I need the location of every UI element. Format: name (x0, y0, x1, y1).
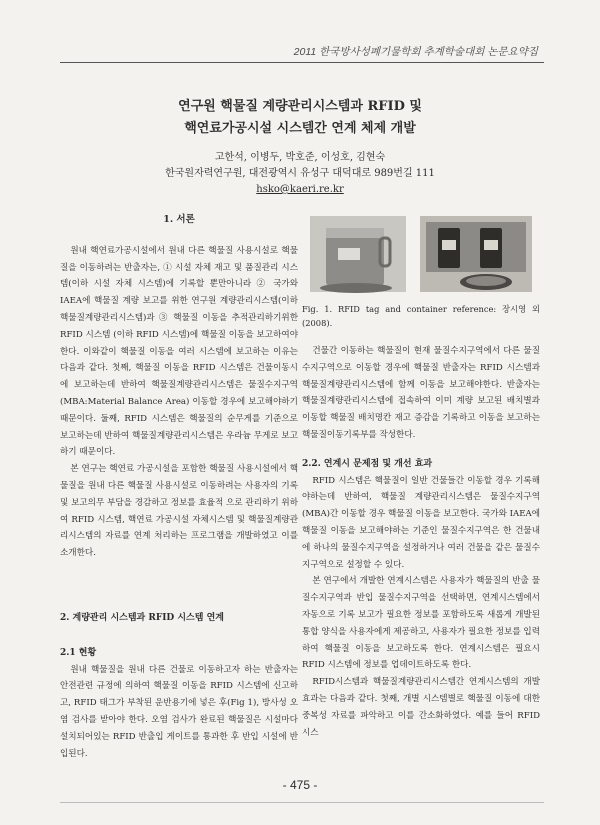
section-1-paragraph-2: 본 연구는 핵연료 가공시설을 포함한 핵물질 사용시설에서 핵물질을 원내 다른 핵물질 사용시설로 이동하려는 사용자의 기록 및 보고의무 부담을 경감하고 정보를 효율적 으로 관리하기 위하여 RFID 시스템, 핵연료 가공시설 자체시스템 및 핵물질계량관리시스템의 자료를 연계 처리하는 프로그램을 개발하였고 이를 소개한다. (60, 464, 298, 559)
page-number: - 475 - (282, 778, 318, 792)
paper-title-line-2: 핵연료가공시설 시스템간 연계 체제 개발 (184, 121, 416, 136)
journal-header: 2011 한국방사성폐기물학회 추계학술대회 논문요약집 (293, 46, 538, 58)
section-2-2-title: 2.2. 연계시 문제점 및 개선 효과 (302, 458, 433, 469)
figure-1 (302, 214, 542, 298)
section-1-paragraph-1: 원내 핵연료가공시설에서 원내 다른 핵물질 사용시설로 핵물질을 이동하려는 반출자는, ① 시설 자체 재고 및 품질관리 시스템(이하 시설 자체 시스템)에 기록할 뿐만아니라 ② 국가와 IAEA에 핵물질 계량 보고를 위한 연구원 계량관리시스템(이하 핵물질계량관리시스템)과 ③ 핵물질 이동을 추적관리하기위한 RFID 시스템 (이하 RFID 시스템)에 핵물질 이동을 보고하여야한다. 이와같이 핵물질 이동을 여러 시스템에 보고하는 이유는 다음과 같다. 첫째, 핵물질 이동을 RFID 시스템은 건물이동시에 보고하는데 반하여 핵물질계량관리시스템은 물질수지구역 (MBA:Material Balance Area) 이동할 경우에 보고해야하기 때문이다. 둘째, RFID 시스템은 핵물질의 순무게를 기준으로 보고하는데 반하여 핵물질계량관리시스템은 우라늄 무게로 보고하기 때문이다. (60, 245, 298, 458)
section-2-2-paragraph-2: 본 연구에서 개발한 연계시스템은 사용자가 핵물질의 반출 물질수지구역과 반입 물질수지구역을 선택하면, 연계시스템에서 자동으로 기록 보고가 필요한 정보를 포함하도록 새롭게 개발된 통합 양식을 사용자에게 제공하고, 사용자가 필요한 정보를 입력하여 핵물질 이동을 보고하도록 한다. 연계시스템은 필요시 RFID 시스템에 정보를 업데이트하도록 한다. (302, 576, 540, 671)
author-names: 고한석, 이병두, 박호준, 이성호, 김현숙 (214, 152, 386, 163)
rfid-container-photo (302, 214, 542, 298)
left-column (60, 212, 298, 562)
author-block (0, 150, 600, 198)
paper-title-line-1: 연구원 핵물질 계량관리시스템과 RFID 및 (178, 99, 422, 114)
figure-1-caption: Fig. 1. RFID tag and container reference: 장시영 외 (2008). (302, 304, 540, 328)
section-2-2-paragraph-3: RFID시스템과 핵물질계량관리시스템간 연계시스템의 개발 효과는 다음과 같다. 첫째, 개별 시스템별로 핵물질 이동에 대한 중복성 자료를 파악하고 이를 간소화하였다. 예를 들어 RFID 시스 (302, 677, 540, 738)
left-column-section-2 (60, 610, 298, 762)
container-photo (310, 216, 406, 293)
author-email: hsko@kaeri.re.kr (256, 184, 344, 195)
section-2-title: 2. 계량관리 시스템과 RFID 시스템 연계 (60, 613, 224, 623)
rfid-tag-photo (420, 216, 532, 292)
right-column (302, 343, 540, 741)
section-2-1-paragraph-1: 원내 핵물질을 원내 다른 건물로 이동하고자 하는 반출자는 안전관련 규정에 의하여 핵물질 이동을 RFID 시스템에 신고하고, RFID 태그가 부착된 운반용기에 넣은 후(Fig 1), 방사성 오염 검사를 받아야 한다. 오염 검사가 완료된 핵물질은 시설마다 설치되어있는 RFID 반출입 게이트를 통과한 후 반입 시설에 반입된다. (60, 664, 298, 759)
section-2-1-title: 2.1 현황 (60, 647, 97, 658)
section-2-2-paragraph-1: RFID 시스템은 핵물질이 일반 건물들간 이동할 경우 기록해야하는데 반하여, 핵물질 계량관리시스템은 물질수지구역(MBA)간 이동할 경우 핵물질 이동을 보고한다. 국가와 IAEA에 핵물질 이동을 보고해야하는 기준인 물질수지구역은 한 건물내에 하나의 물질수지구역을 설정하거나 여러 건물을 같은 물질수지구역으로 설정할 수 있다. (302, 475, 540, 570)
right-paragraph-1: 건물간 이동하는 핵물질이 현재 물질수지구역에서 다른 물질수지구역으로 이동할 경우에 핵물질 반출자는 RFID 시스템과 핵물질계량관리시스템에 함께 이동을 보고해야한다. 반출자는 핵물질계량관리시스템에 접속하여 이미 계량 보고된 배치별과 이동할 핵물질 배치명칸 재고 증감을 기록하고 이동을 보고하는 핵물질이동기록부를 작성한다. (302, 346, 540, 440)
section-1-title: 1. 서론 (163, 214, 195, 225)
title-block (0, 96, 600, 140)
bottom-rule (60, 802, 544, 803)
author-affiliation: 한국원자력연구원, 대전광역시 유성구 대덕대로 989번길 111 (165, 168, 435, 179)
header-rule (60, 62, 544, 63)
